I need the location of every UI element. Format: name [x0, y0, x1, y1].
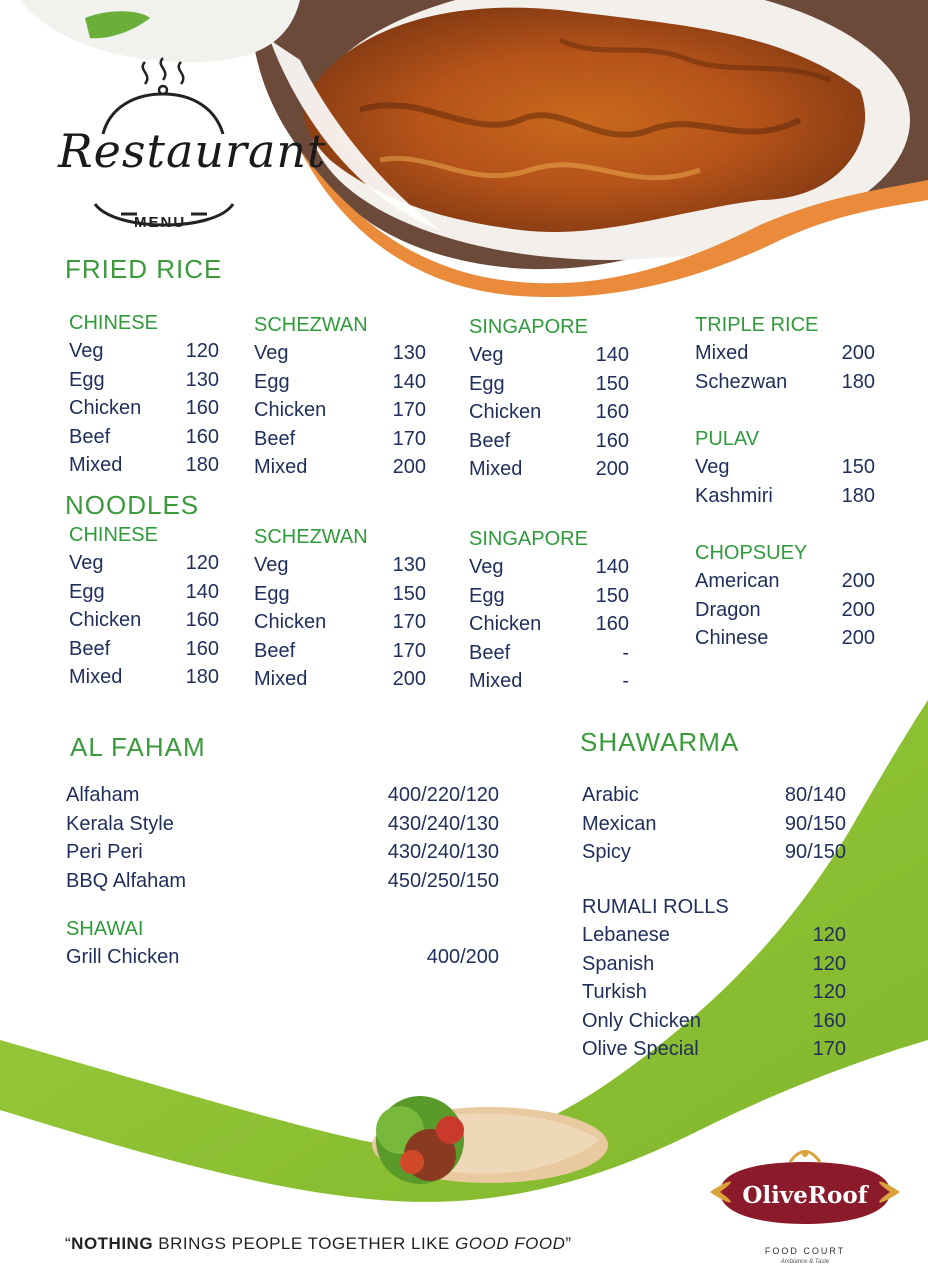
menu-item-name: Veg: [469, 556, 504, 578]
menu-item-name: Chinese: [695, 627, 769, 649]
menu-item-price: 120: [812, 952, 846, 975]
menu-item-price: 120: [185, 552, 219, 574]
menu-item-price: 160: [185, 609, 219, 631]
menu-item-name: Mixed: [469, 458, 523, 480]
menu-item: [254, 396, 426, 425]
menu-item-name: Mixed: [695, 342, 749, 364]
menu-item: [254, 665, 426, 694]
menu-item-name: Alfaham: [66, 784, 140, 806]
menu-item: [69, 635, 219, 664]
menu-item: [469, 667, 629, 696]
brand-name: OliveRoof: [742, 1182, 868, 1209]
menu-item-price: 160: [595, 429, 629, 452]
menu-item-name: Mixed: [254, 668, 308, 690]
menu-item-name: Veg: [69, 552, 104, 574]
menu-item: [695, 339, 875, 368]
menu-item-price: 140: [392, 370, 426, 393]
menu-item-price: 160: [185, 425, 219, 448]
logo-menu-label: MENU: [134, 214, 187, 231]
subsection-heading: CHOPSUEY: [695, 542, 808, 564]
menu-item-price: 90/150: [784, 841, 846, 863]
fried-rice-schezwan: [254, 314, 426, 482]
menu-item: [695, 567, 875, 596]
menu-item: [695, 624, 875, 653]
menu-item-price: 140: [595, 556, 629, 578]
subsection-heading: TRIPLE RICE: [695, 314, 819, 336]
menu-item-price: 180: [185, 454, 219, 476]
pulav-list: [695, 428, 875, 510]
subsection-heading: CHINESE: [69, 524, 158, 546]
chopsuey-list: [695, 542, 875, 653]
menu-item: [66, 781, 499, 810]
noodles-schezwan: [254, 526, 426, 694]
menu-item-price: 150: [392, 582, 426, 605]
menu-item: [582, 921, 846, 950]
menu-item: [695, 368, 875, 397]
menu-item: [69, 549, 219, 578]
menu-item-price: 200: [841, 627, 875, 649]
menu-item-price: 80/140: [784, 784, 846, 806]
menu-item: [469, 427, 629, 456]
menu-item: [695, 596, 875, 625]
menu-item-name: Mexican: [582, 812, 657, 835]
menu-item: [582, 950, 846, 979]
menu-item-name: Dragon: [695, 598, 761, 621]
menu-item-name: Beef: [254, 639, 296, 662]
menu-item: [69, 578, 219, 607]
menu-item-name: Egg: [69, 580, 105, 603]
menu-item-name: Beef: [469, 429, 511, 452]
rumali-rolls-list: [582, 896, 846, 1064]
menu-item-name: Chicken: [69, 609, 142, 631]
menu-item: [254, 551, 426, 580]
subsection-heading: RUMALI ROLLS: [582, 896, 729, 918]
shawarma-list: [582, 781, 846, 867]
menu-item: [254, 453, 426, 482]
menu-item: [69, 394, 219, 423]
menu-item-name: Chicken: [469, 401, 542, 423]
menu-item: [254, 425, 426, 454]
fried-rice-singapore: [469, 316, 629, 484]
menu-item-name: Egg: [254, 370, 290, 393]
menu-item: [69, 663, 219, 692]
menu-item-name: Mixed: [69, 454, 123, 476]
tagline: “NOTHING BRINGS PEOPLE TOGETHER LIKE GOOD FOOD”: [65, 1234, 572, 1253]
menu-item-name: BBQ Alfaham: [66, 869, 187, 892]
subsection-heading: PULAV: [695, 428, 760, 450]
menu-item-price: 170: [392, 399, 426, 421]
menu-item-price: 160: [812, 1009, 846, 1032]
menu-item-name: Lebanese: [582, 924, 670, 946]
menu-item-price: 150: [595, 372, 629, 395]
menu-item-price: 450/250/150: [387, 869, 499, 892]
menu-item-price: 170: [392, 639, 426, 662]
menu-item-name: Beef: [469, 641, 511, 664]
menu-item: [469, 610, 629, 639]
menu-item-price: 400/220/120: [387, 784, 499, 806]
menu-item: [469, 639, 629, 668]
menu-item: [254, 608, 426, 637]
menu-item-price: 90/150: [784, 812, 846, 835]
menu-item-name: Egg: [254, 582, 290, 605]
menu-item: [469, 582, 629, 611]
menu-item-price: 180: [841, 484, 875, 507]
menu-item-price: 140: [595, 344, 629, 366]
menu-item: [66, 838, 499, 867]
menu-item-price: 430/240/130: [387, 812, 499, 835]
menu-item: [66, 867, 499, 896]
menu-item-name: Schezwan: [695, 370, 788, 393]
menu-item-name: Beef: [254, 427, 296, 450]
subsection-heading: SCHEZWAN: [254, 314, 368, 336]
menu-item: [66, 943, 499, 972]
menu-item: [582, 810, 846, 839]
menu-item-name: Only Chicken: [582, 1009, 701, 1032]
menu-item-price: 200: [841, 342, 875, 364]
menu-item: [582, 838, 846, 867]
menu-item: [695, 453, 875, 482]
menu-item: [582, 781, 846, 810]
menu-item-name: Grill Chicken: [66, 946, 180, 968]
menu-item-name: Chicken: [254, 611, 327, 633]
brand-subtitle: FOOD COURT: [764, 1246, 846, 1256]
menu-item-name: Veg: [69, 340, 104, 362]
menu-item: [69, 423, 219, 452]
menu-item-name: Veg: [469, 344, 504, 366]
menu-item: [582, 1035, 846, 1064]
menu-item-name: Peri Peri: [66, 841, 143, 863]
menu-item-price: 140: [185, 580, 219, 603]
menu-item-name: Beef: [69, 637, 111, 660]
menu-item-name: Egg: [469, 584, 505, 607]
menu-item: [469, 553, 629, 582]
menu-item-name: Arabic: [582, 784, 639, 806]
menu-item-price: 130: [392, 554, 426, 576]
menu-item-name: Chicken: [254, 399, 327, 421]
menu-item: [69, 451, 219, 480]
menu-item-price: 120: [812, 981, 846, 1003]
noodles-chinese: [69, 524, 219, 692]
menu-item: [695, 482, 875, 511]
menu-item-name: Egg: [69, 368, 105, 391]
menu-item-price: -: [622, 641, 629, 664]
menu-item-price: 130: [392, 342, 426, 364]
menu-item: [582, 978, 846, 1007]
menu-item-name: Turkish: [582, 981, 647, 1003]
fried-rice-heading: FRIED RICE: [65, 254, 223, 284]
al-faham-list: [66, 781, 499, 895]
menu-item-name: Chicken: [469, 613, 542, 635]
menu-item-price: 170: [812, 1038, 846, 1060]
menu-item: [469, 398, 629, 427]
logo-wordmark: Restaurant: [58, 124, 327, 178]
menu-item: [66, 810, 499, 839]
menu-item-price: 200: [392, 668, 426, 690]
subsection-heading: SINGAPORE: [469, 528, 588, 550]
menu-item: [582, 1007, 846, 1036]
menu-item-name: Mixed: [469, 670, 523, 692]
menu-item-price: 120: [185, 340, 219, 362]
menu-item-name: Veg: [254, 554, 289, 576]
menu-item-name: Veg: [695, 456, 730, 478]
menu-item-name: Mixed: [69, 666, 123, 688]
menu-item-name: Veg: [254, 342, 289, 364]
menu-item: [254, 339, 426, 368]
menu-item-name: Egg: [469, 372, 505, 395]
menu-item-price: 150: [595, 584, 629, 607]
menu-item-price: -: [622, 670, 629, 692]
menu-item: [254, 580, 426, 609]
subsection-heading: SCHEZWAN: [254, 526, 368, 548]
menu-item-price: 170: [392, 427, 426, 450]
menu-item-price: 160: [185, 637, 219, 660]
menu-item-price: 160: [185, 397, 219, 419]
menu-item: [469, 370, 629, 399]
menu-item-price: 150: [841, 456, 875, 478]
menu-item: [69, 337, 219, 366]
menu-item: [469, 341, 629, 370]
menu-item-name: Kashmiri: [695, 484, 773, 507]
menu-item-price: 200: [841, 598, 875, 621]
noodles-singapore: [469, 528, 629, 696]
noodles-heading: NOODLES: [65, 490, 200, 520]
subsection-heading: SHAWAI: [66, 918, 144, 940]
triple-rice-list: [695, 314, 875, 396]
menu-item-name: Chicken: [69, 397, 142, 419]
menu-item-price: 160: [595, 613, 629, 635]
fried-rice-chinese: [69, 312, 219, 480]
al-faham-heading: AL FAHAM: [70, 732, 206, 762]
menu-item-price: 170: [392, 611, 426, 633]
menu-item-name: Spicy: [582, 841, 631, 863]
shawai-list: [66, 918, 499, 972]
menu-item-price: 160: [595, 401, 629, 423]
brand-script: Ambiance & Taste: [780, 1259, 830, 1265]
menu-item-price: 200: [841, 570, 875, 592]
menu-item-name: Olive Special: [582, 1038, 699, 1060]
menu-item-name: Kerala Style: [66, 812, 174, 835]
menu-item-name: Mixed: [254, 456, 308, 478]
menu-item: [69, 606, 219, 635]
menu-item-price: 130: [185, 368, 219, 391]
menu-item: [254, 368, 426, 397]
menu-item-price: 200: [595, 458, 629, 480]
subsection-heading: CHINESE: [69, 312, 158, 334]
menu-item: [69, 366, 219, 395]
menu-item-price: 400/200: [426, 946, 499, 968]
shawarma-heading: SHAWARMA: [580, 727, 740, 757]
menu-item-name: Beef: [69, 425, 111, 448]
menu-item: [254, 637, 426, 666]
menu-item-name: American: [695, 570, 780, 592]
menu-item-price: 180: [841, 370, 875, 393]
menu-item-price: 430/240/130: [387, 841, 499, 863]
menu-item: [469, 455, 629, 484]
menu-item-name: Spanish: [582, 952, 655, 975]
menu-item-price: 180: [185, 666, 219, 688]
menu-item-price: 200: [392, 456, 426, 478]
menu-item-price: 120: [812, 924, 846, 946]
subsection-heading: SINGAPORE: [469, 316, 588, 338]
